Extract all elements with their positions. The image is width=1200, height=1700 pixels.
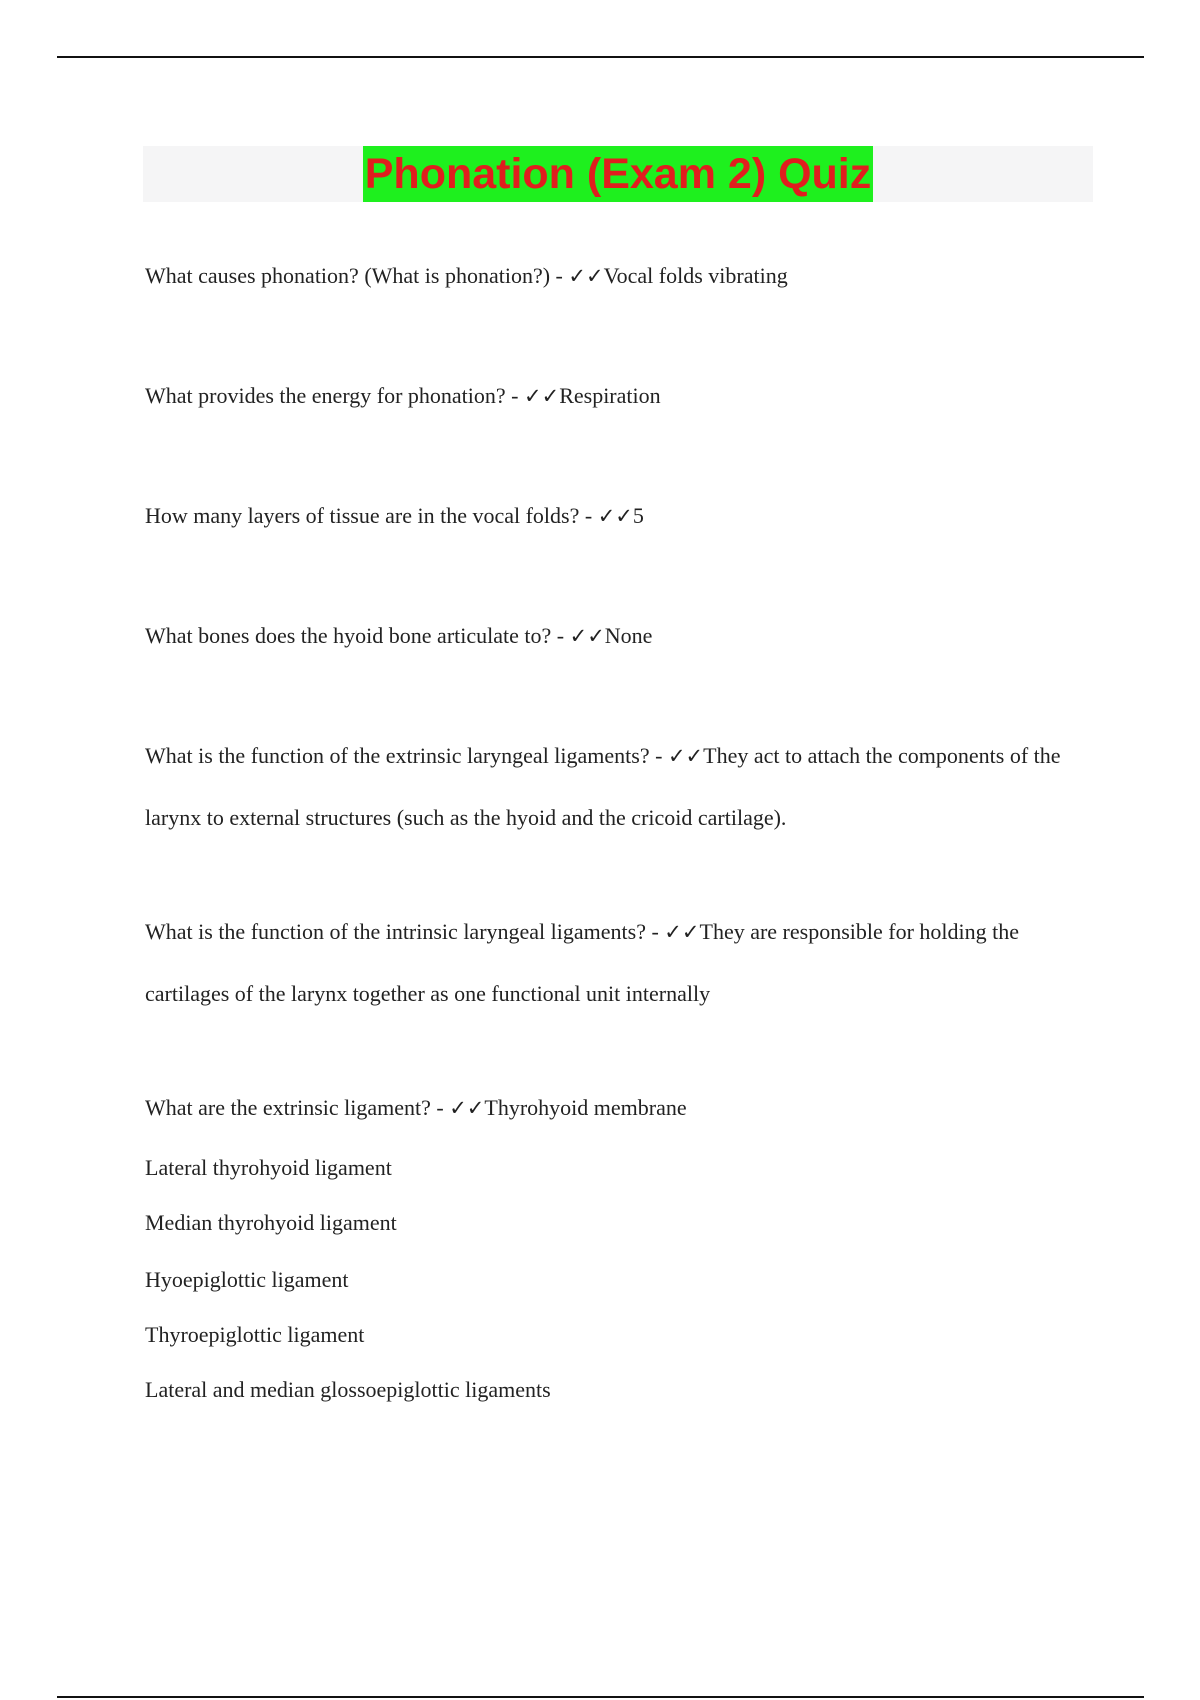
answer-text: Respiration <box>559 383 661 408</box>
qa-item-2 <box>145 365 1085 427</box>
question-text: What is the function of the intrinsic laryngeal ligaments? - <box>145 919 665 944</box>
check-mark-icon: ✓✓ <box>597 504 633 528</box>
qa-item-3 <box>145 485 1085 547</box>
check-mark-icon: ✓✓ <box>523 384 560 408</box>
question-text: What are the extrinsic ligament? - <box>145 1095 450 1120</box>
bottom-divider <box>57 1696 1144 1698</box>
page-title: Phonation (Exam 2) Quiz <box>363 146 874 202</box>
answer-continuation-line: Thyroepiglottic ligament <box>145 1322 365 1347</box>
answer-text: 5 <box>632 503 644 528</box>
answer-text: They are responsible for holding the cartilages of the larynx together as one functional unit internally <box>145 919 1020 1006</box>
check-mark-icon: ✓✓ <box>449 1096 485 1120</box>
answer-text: They act to attach the components of the larynx to external structures (such as the hyoid and the cricoid cartilage). <box>145 743 1061 830</box>
answer-continuation-line: Lateral thyrohyoid ligament <box>145 1155 392 1180</box>
check-mark-icon: ✓✓ <box>664 920 700 944</box>
qa-item-7 <box>145 1077 1085 1139</box>
answer-continuation-line: Lateral and median glossoepiglottic ligaments <box>145 1377 551 1402</box>
question-text: What provides the energy for phonation? - <box>145 383 524 408</box>
qa-item-6 <box>145 901 1085 1024</box>
question-text: How many layers of tissue are in the vocal folds? - <box>145 503 598 528</box>
answer-text: Thyrohyoid membrane <box>484 1095 687 1120</box>
check-mark-icon: ✓✓ <box>667 744 704 768</box>
answer-continuation-line: Hyoepiglottic ligament <box>145 1267 349 1292</box>
answer-text: Vocal folds vibrating <box>603 263 788 288</box>
title-band <box>143 146 1093 202</box>
check-mark-icon: ✓✓ <box>569 624 605 648</box>
question-text: What is the function of the extrinsic laryngeal ligaments? - <box>145 743 668 768</box>
qa-item-1 <box>145 245 1085 307</box>
question-text: What bones does the hyoid bone articulate to? - <box>145 623 570 648</box>
answer-text: None <box>604 623 653 648</box>
answer-continuation-line: Median thyrohyoid ligament <box>145 1210 397 1235</box>
question-text: What causes phonation? (What is phonation?) - <box>145 263 569 288</box>
qa-item-5 <box>145 725 1085 848</box>
qa-item-4 <box>145 605 1085 667</box>
check-mark-icon: ✓✓ <box>568 264 604 288</box>
top-divider <box>57 56 1144 58</box>
